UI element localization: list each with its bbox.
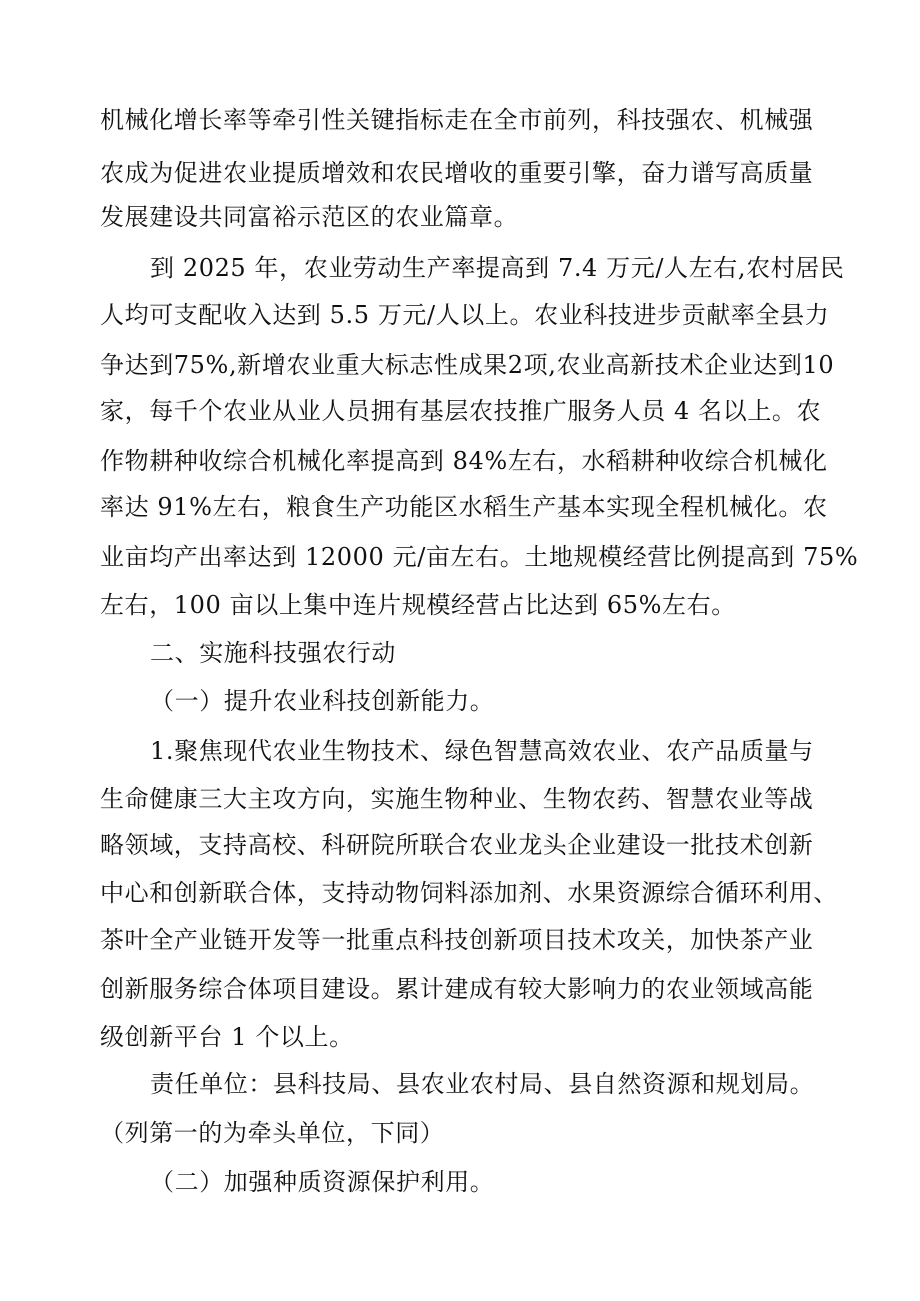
- subsection-heading: （二）加强种质资源保护利用。: [150, 1168, 495, 1196]
- section-heading: 二、实施科技强农行动: [150, 639, 396, 667]
- text-line: 级创新平台 1 个以上。: [100, 1023, 354, 1051]
- responsibility-line: 责任单位：县科技局、县农业农村局、县自然资源和规划局。: [150, 1070, 815, 1098]
- text-line: 中心和创新联合体，支持动物饲料添加剂、水果资源综合循环利用、: [100, 879, 838, 907]
- responsibility-note: （列第一的为牵头单位，下同）: [100, 1119, 445, 1147]
- text-line: 家，每千个农业从业人员拥有基层农技推广服务人员 4 名以上。农: [100, 397, 822, 425]
- text-line: 农成为促进农业提质增效和农民增收的重要引擎，奋力谱写高质量: [100, 159, 814, 187]
- text-line: 人均可支配收入达到 5.5 万元/人以上。农业科技进步贡献率全县力: [100, 301, 830, 329]
- text-line: 业亩均产出率达到 12000 元/亩左右。土地规模经营比例提高到 75%: [100, 543, 859, 571]
- text-line: 茶叶全产业链开发等一批重点科技创新项目技术攻关，加快茶产业: [100, 926, 814, 954]
- text-line: 机械化增长率等牵引性关键指标走在全市前列，科技强农、机械强: [100, 106, 814, 134]
- text-line: 发展建设共同富裕示范区的农业篇章。: [100, 203, 519, 231]
- text-line: 率达 91%左右，粮食生产功能区水稻生产基本实现全程机械化。农: [100, 493, 828, 521]
- text-line: 作物耕种收综合机械化率提高到 84%左右，水稻耕种收综合机械化: [100, 447, 828, 475]
- text-line: 略领域，支持高校、科研院所联合农业龙头企业建设一批技术创新: [100, 831, 814, 859]
- text-line: 创新服务综合体项目建设。累计建成有较大影响力的农业领域高能: [100, 975, 814, 1003]
- text-line: 生命健康三大主攻方向，实施生物种业、生物农药、智慧农业等战: [100, 785, 814, 813]
- text-line: 到 2025 年，农业劳动生产率提高到 7.4 万元/人左右,农村居民: [150, 254, 845, 282]
- text-line: 1.聚焦现代农业生物技术、绿色智慧高效农业、农产品质量与: [150, 737, 814, 765]
- text-line: 左右，100 亩以上集中连片规模经营占比达到 65%左右。: [100, 591, 736, 619]
- subsection-heading: （一）提升农业科技创新能力。: [150, 687, 495, 715]
- text-line: 争达到75%,新增农业重大标志性成果2项,农业高新技术企业达到10: [100, 351, 835, 379]
